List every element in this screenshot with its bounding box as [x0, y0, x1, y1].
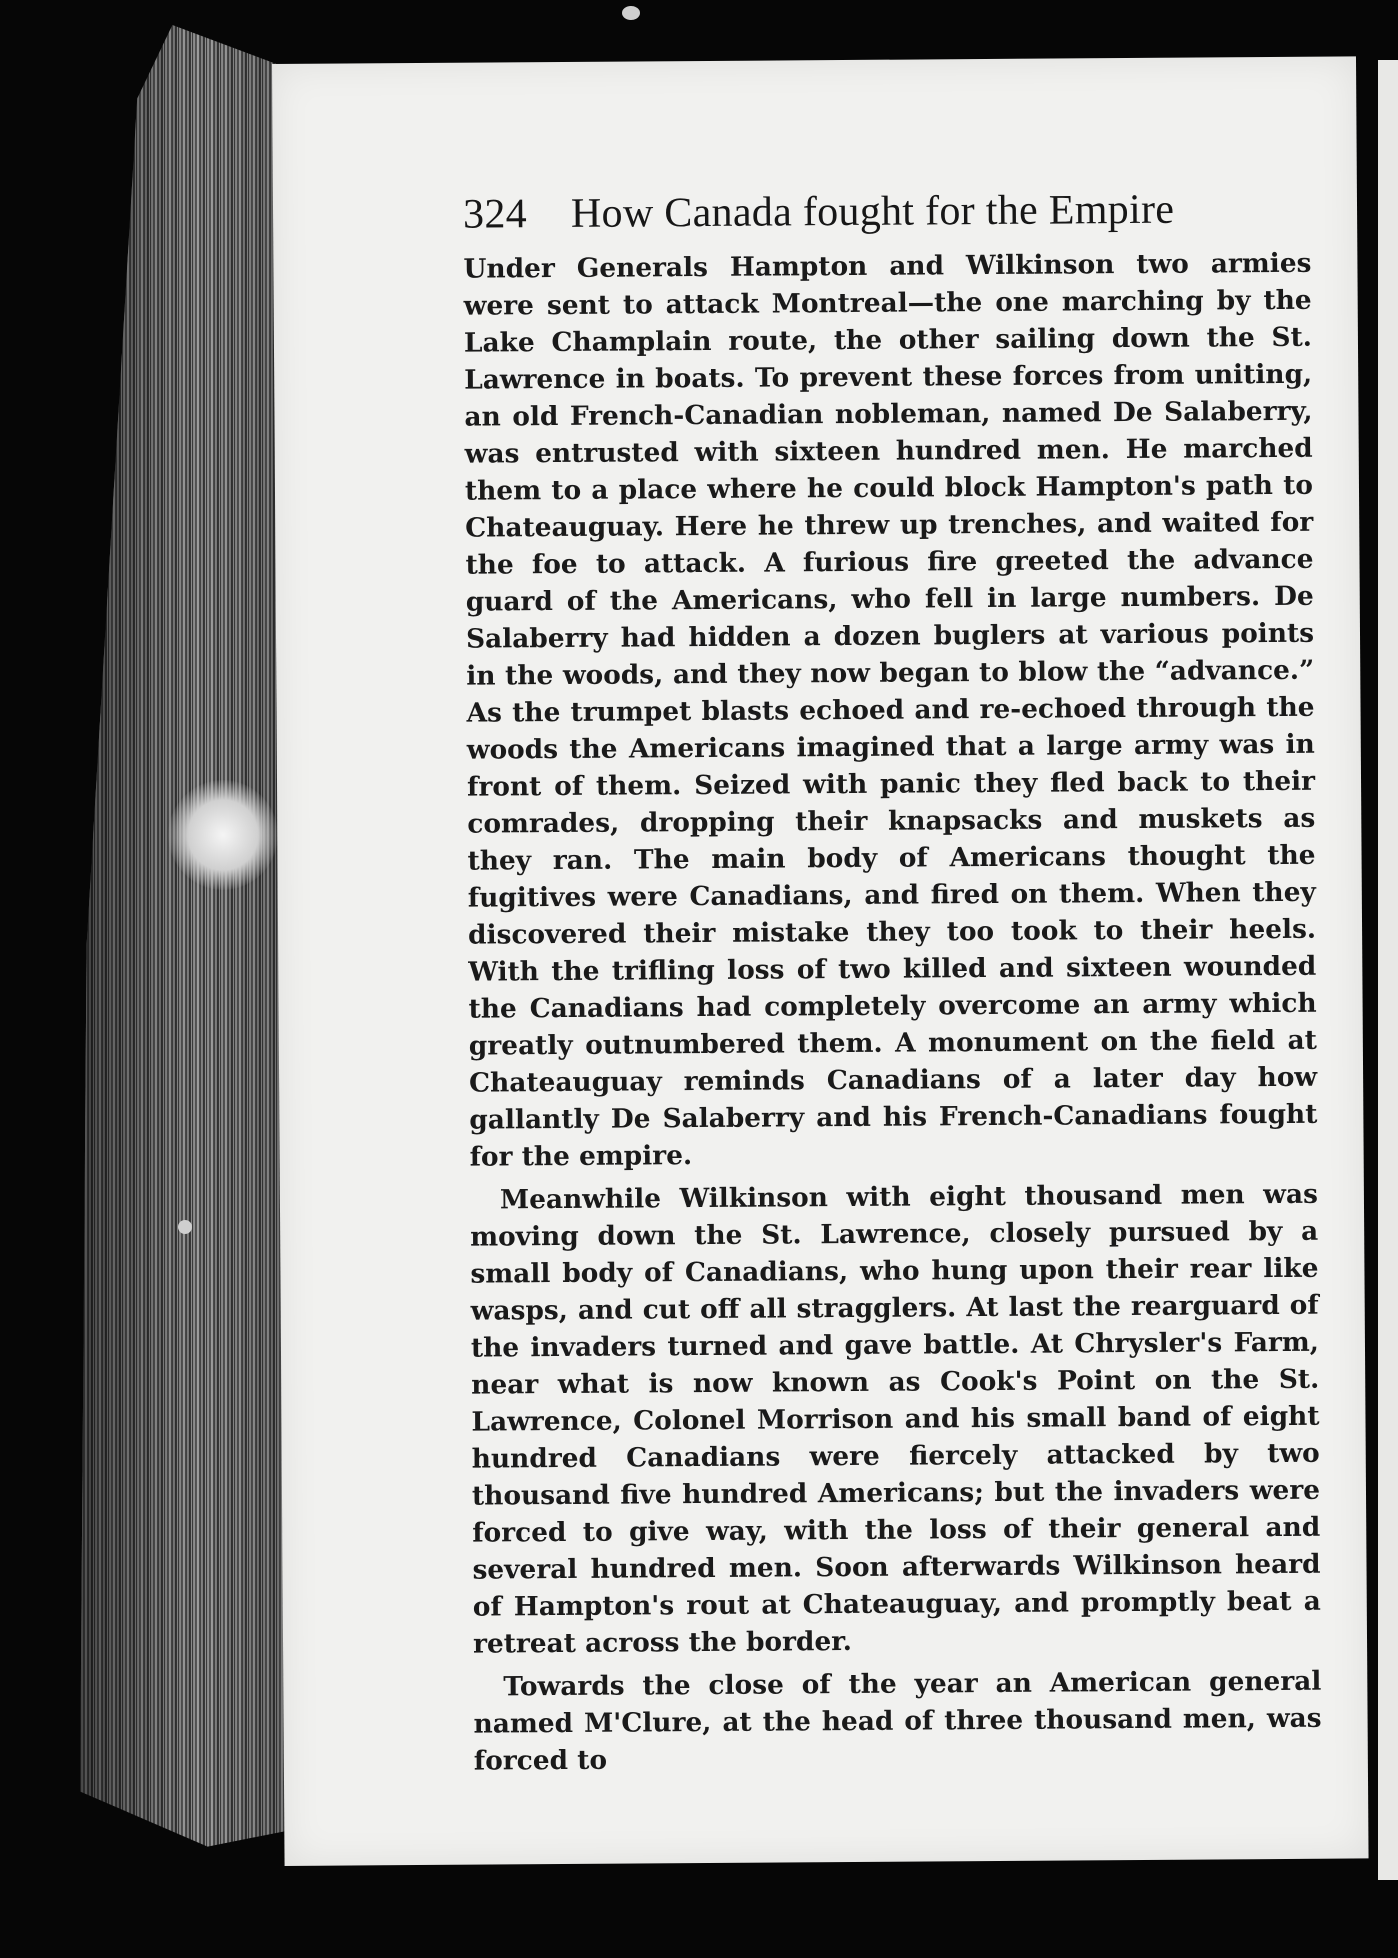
paper-blemish [168, 780, 278, 890]
page-text-block [463, 185, 1322, 1780]
running-title: How Canada fought for the Empire [570, 186, 1175, 237]
page-number: 324 [462, 191, 528, 238]
paragraph: Towards the close of the year an American general named M'Clure, at the head of three thousand men, was forced to [473, 1665, 1322, 1777]
paper-speck [622, 6, 640, 20]
book-page [272, 56, 1369, 1866]
page-edges-shadow [80, 25, 300, 1865]
body-text [463, 245, 1322, 1780]
paper-speck [178, 1220, 192, 1234]
running-head [463, 185, 1311, 239]
next-page-edge [1378, 60, 1398, 1880]
paragraph: Meanwhile Wilkinson with eight thousand men was moving down the St. Lawrence, closely pursued by a small body of Canadians, who hung upon their rear like wasps, and cut off all stragglers. At last the rearguard of the invaders turned and gave battle. At Chrysler's Farm, near what is now known as Cook's Point on the St. Lawrence, Colonel Morrison and his small band of eight hundred Canadians were fiercely attacked by two thousand five hundred Americans; but the invaders were forced to give way, with the loss of their general and several hundred men. Soon afterwards Wilkinson heard of Hampton's rout at Chateauguay, and promptly beat a retreat across the border. [470, 1178, 1321, 1660]
paragraph: Under Generals Hampton and Wilkinson two armies were sent to attack Montreal—the one marching by the Lake Champlain route, the other sailing down the St. Lawrence in boats. To prevent these forces from uniting, an old French-Canadian nobleman, named De Salaberry, was entrusted with sixteen hundred men. He marched them to a place where he could block Hampton's path to Chateauguay. Here he threw up trenches, and waited for the foe to attack. A furious fire greeted the advance guard of the Americans, who fell in large numbers. De Salaberry had hidden a dozen buglers at various points in the woods, and they now began to blow the “advance.” As the trumpet blasts echoed and re-echoed through the woods the Americans imagined that a large army was in front of them. Seized with panic they fled back to their comrades, dropping their knapsacks and muskets as they ran. The main body of Americans thought the fugitives were Canadians, and fired on them. When they discovered their mistake they too took to their heels. With the trifling loss of two killed and sixteen wounded the Canadians had completely overcome an army which greatly outnumbered them. A monument on the field at Chateauguay reminds Canadians of a later day how gallantly De Salaberry and his French-Canadians fought for the empire. [463, 247, 1318, 1173]
